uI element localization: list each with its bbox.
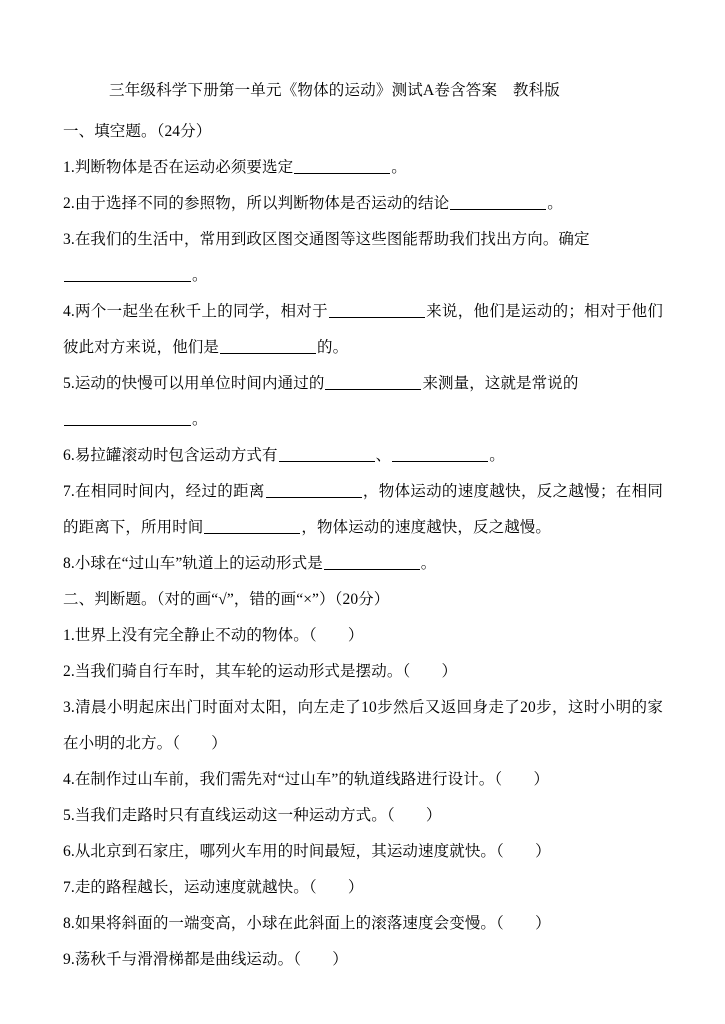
question-fill-7 [63, 474, 663, 546]
answer-blank[interactable] [329, 304, 425, 318]
question-number: 6. [63, 843, 75, 860]
question-number: 2. [63, 195, 75, 212]
question-text: 荡秋千与滑滑梯都是曲线运动。 [74, 951, 294, 968]
question-text-mid: ，物体运动的速度越快，反之越慢；在相同的距离下，所用时间 [63, 483, 664, 536]
question-text: 从北京到石家庄，哪列火车用的时间最短，其运动速度就快。 [74, 843, 497, 860]
answer-bracket[interactable]: （ ） [308, 627, 364, 644]
question-fill-1 [63, 150, 663, 186]
question-fill-3 [63, 222, 663, 258]
question-number: 5. [63, 375, 75, 392]
question-text-tail: 。 [391, 159, 407, 176]
question-text: 世界上没有完全静止不动的物体。 [74, 627, 309, 644]
question-text-tail: 。 [420, 555, 437, 572]
question-number: 4. [63, 303, 75, 320]
answer-blank[interactable] [220, 340, 316, 354]
question-fill-8 [63, 546, 663, 582]
page-title: 三年级科学下册第一单元《物体的运动》测试A卷含答案 教科版 [109, 82, 560, 99]
answer-bracket[interactable]: （ ） [308, 879, 364, 896]
question-fill-2 [63, 186, 663, 222]
question-tf-9 [63, 942, 663, 978]
question-number: 8. [63, 915, 75, 932]
answer-blank[interactable] [279, 448, 375, 462]
answer-blank[interactable] [266, 484, 362, 498]
question-tf-5 [63, 798, 663, 834]
question-text: 清晨小明起床出门时面对太阳，向左走了10步然后又返回身走了20步，这时小明的家在小明的北方。 [63, 699, 663, 752]
answer-blank[interactable] [325, 376, 421, 390]
question-text: 小球在“过山车”轨道上的运动形式是 [74, 555, 323, 572]
question-number: 2. [63, 663, 75, 680]
question-number: 3. [63, 699, 75, 716]
question-tf-1 [63, 618, 663, 654]
question-number: 9. [63, 951, 75, 968]
question-tf-3 [63, 690, 663, 762]
answer-bracket[interactable]: （ ） [293, 951, 348, 968]
question-text: 走的路程越长，运动速度就越快。 [74, 879, 309, 896]
answer-blank[interactable] [324, 556, 420, 570]
question-text-mid: 来说，他们是运动的；相对于他们彼此对方来说，他们是 [63, 303, 663, 356]
question-fill-3-continuation [63, 258, 663, 294]
question-text-mid: 、 [375, 447, 392, 464]
question-text: 当我们走路时只有直线运动这一种运动方式。 [74, 807, 387, 824]
question-text: 在相同时间内，经过的距离 [74, 483, 265, 500]
question-text-tail: 。 [547, 195, 563, 212]
answer-blank[interactable] [64, 268, 191, 282]
question-fill-4 [63, 294, 663, 366]
question-fill-6 [63, 438, 663, 474]
answer-bracket[interactable]: （ ） [172, 735, 227, 752]
answer-blank[interactable] [204, 520, 300, 534]
question-number: 7. [63, 879, 75, 896]
question-tf-4 [63, 762, 663, 798]
question-text: 两个一起坐在秋千上的同学，相对于 [74, 303, 328, 320]
question-number: 1. [63, 627, 75, 644]
answer-blank[interactable] [450, 196, 546, 210]
question-text: 判断物体是否在运动必须要选定 [74, 159, 294, 176]
question-fill-5-continuation [63, 402, 663, 438]
question-tf-6 [63, 834, 663, 870]
question-number: 8. [63, 555, 75, 572]
section-heading-true-or-false: 二、判断题。（对的画“√”，错的画“×”）（20分） [63, 591, 390, 608]
question-fill-5 [63, 366, 663, 402]
question-text-mid: 来测量，这就是常说的 [422, 375, 579, 392]
question-text: 运动的快慢可以用单位时间内通过的 [74, 375, 325, 392]
question-text-tail: 。 [192, 411, 208, 428]
answer-bracket[interactable]: （ ） [496, 843, 551, 860]
question-tf-2 [63, 654, 663, 690]
question-text-tail: ，物体运动的速度越快，反之越慢。 [301, 519, 552, 536]
question-text: 当我们骑自行车时，其车轮的运动形式是摆动。 [74, 663, 403, 680]
question-tf-7 [63, 870, 663, 906]
question-number: 3. [63, 231, 75, 248]
answer-bracket[interactable]: （ ） [494, 771, 550, 788]
answer-blank[interactable] [392, 448, 488, 462]
answer-bracket[interactable]: （ ） [496, 915, 551, 932]
question-number: 1. [63, 159, 75, 176]
question-text: 在我们的生活中，常用到政区图交通图等这些图能帮助我们找出方向。确定 [74, 231, 590, 248]
answer-bracket[interactable]: （ ） [386, 807, 442, 824]
question-text-tail: 。 [192, 267, 208, 284]
question-text-tail: 的。 [317, 339, 349, 356]
answer-blank[interactable] [64, 412, 191, 426]
question-text-tail: 。 [489, 447, 505, 464]
question-number: 5. [63, 807, 75, 824]
question-text: 在制作过山车前，我们需先对“过山车”的轨道线路进行设计。 [74, 771, 495, 788]
question-number: 4. [63, 771, 75, 788]
question-text: 如果将斜面的一端变高，小球在此斜面上的滚落速度会变慢。 [74, 915, 497, 932]
section-heading-fill-in-the-blank: 一、填空题。（24分） [63, 123, 212, 140]
answer-blank[interactable] [294, 160, 390, 174]
question-text: 易拉罐滚动时包含运动方式有 [74, 447, 278, 464]
answer-bracket[interactable]: （ ） [402, 663, 458, 680]
question-tf-8 [63, 906, 663, 942]
question-number: 7. [63, 483, 75, 500]
question-text: 由于选择不同的参照物，所以判断物体是否运动的结论 [74, 195, 450, 212]
question-number: 6. [63, 447, 75, 464]
document-content [63, 78, 663, 978]
